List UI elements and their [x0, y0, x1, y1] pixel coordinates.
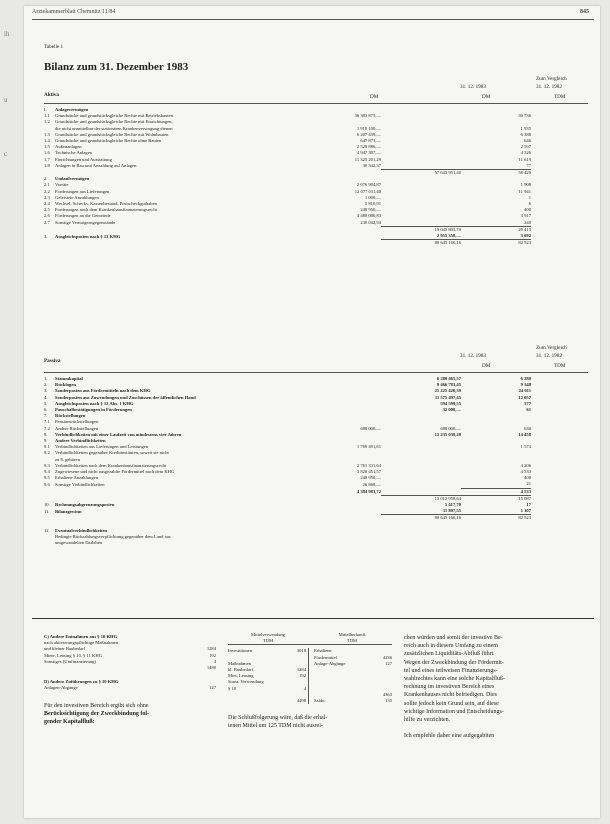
mittelherkunft-list — [314, 648, 392, 704]
cell-c3: 646 — [524, 138, 531, 144]
cell-n — [44, 170, 55, 177]
cell-n — [44, 540, 55, 546]
cell-n — [44, 515, 55, 522]
cell-t: Forderungen aus Lieferungen — [55, 188, 110, 194]
paragraph-line: chen würden und somit der investive Be- — [404, 635, 503, 641]
cell-c3: 6 388 — [520, 131, 531, 137]
item-label: Miet, Leasing — [228, 673, 254, 679]
item-label: Saldo: — [314, 698, 326, 704]
paragraph-line: Wegen der Zweckbindung der Fördermit- — [404, 659, 504, 666]
cell-c2: 11 575 497,45 — [434, 394, 461, 400]
cell-n: I. — [44, 107, 47, 112]
cell-c3: 1 908 — [520, 182, 531, 188]
cell-t: Anlagen in Bau und Anzahlung auf Anlagen — [55, 163, 137, 169]
cell-c1: 2 676 904,87 — [356, 182, 381, 188]
cell-n: 1.2 — [44, 119, 50, 125]
cell-c1: 2 520 886,— — [356, 144, 381, 150]
cell-c2: 594 599,55 — [440, 400, 461, 406]
cell-c2: 6 280 465,57 — [436, 376, 461, 381]
cell-n: 12. — [44, 527, 50, 533]
item-label: Anlage-Abgänge — [314, 660, 346, 666]
cell-n: 2.4 — [44, 201, 50, 207]
cell-t: Ausgleichsposten nach § 12 Abs. 1 KHG — [55, 400, 134, 406]
mid-para-line: tenen Mittel um 125 TDM nicht ausrei- — [228, 723, 323, 730]
item-value: 4 — [213, 658, 216, 664]
table-row — [44, 226, 531, 233]
cell-t: Bedingte Rückzahlungsverpflichtung gegenüber dem Land aus — [55, 534, 171, 540]
cell-t: Forderungen nach dem Krankenhausfinanzierungsrecht — [55, 207, 157, 213]
cell-t: zu 8. gehören — [55, 456, 80, 462]
cell-c3: 58 429 — [461, 170, 531, 177]
cell-t: Andere Verbindlichkeiten — [55, 438, 106, 444]
cell-n: 1.6 — [44, 150, 50, 156]
cell-t: Pauschalbestätigungen in Förderungen — [55, 407, 132, 413]
item-value: 4363 — [382, 691, 392, 697]
cell-t: die nicht unmittelbar der stationären Krankenversorgung dienen — [55, 125, 173, 131]
cell-c1 — [317, 233, 381, 240]
aktiva-col-tdm: TDM — [554, 94, 566, 100]
bottom-middle-column — [228, 632, 392, 731]
aktiva-table — [44, 107, 531, 246]
table-row — [44, 488, 531, 495]
cell-c3: 1 — [528, 194, 531, 200]
table-row — [44, 481, 531, 488]
aktiva-col-dm: DM — [370, 94, 379, 100]
cell-c3: 2 597 — [520, 144, 531, 150]
cell-c1: 248 950,— — [360, 207, 381, 213]
cell-t: Ausgleichsposten nach § 13 KHG — [55, 233, 121, 239]
cell-t: Wechsel, Schecks, Kassenbestand, Postscheckguthaben — [55, 201, 157, 207]
cell-t: Grundstücke und grundstücksgleiche Rechte mit Einrichtungen, — [55, 119, 173, 125]
cell-t: Sonderposten aus Fördermitteln nach dem KHG — [55, 388, 151, 394]
cell-t: Erhaltene Anzahlungen — [55, 475, 98, 481]
aktiva-vergleich: Zum Vergleich — [536, 76, 567, 82]
cell-n — [44, 495, 55, 502]
cell-c2: 13 235 038,28 — [434, 431, 461, 437]
cell-c3: 400 — [524, 475, 531, 481]
page-title: Bilanz zum 31. Dezember 1983 — [44, 61, 189, 73]
cell-t: Rechnungsabgrenzungsposten — [55, 502, 115, 508]
item-label: Miete, Leasing § 10, § 11 KHG — [44, 652, 103, 658]
paragraph-line: wichtige Information und Entscheidungs- — [404, 708, 504, 715]
cell-n: 5. — [44, 400, 48, 406]
cell-n: 2.3 — [44, 194, 50, 200]
cell-c3: 240 — [524, 219, 531, 225]
passiva-col-dm2: DM — [482, 363, 491, 369]
paragraph-line: Krankenhauses nicht befriedigen. Dies — [404, 692, 497, 699]
list-item — [314, 698, 392, 704]
table-row — [44, 233, 531, 240]
cell-c3: 630 — [524, 425, 531, 431]
cell-n: 9. — [44, 438, 48, 444]
cell-c3: 30 736 — [518, 113, 531, 119]
cell-n: 8. — [44, 431, 48, 437]
cell-c3: 77 — [526, 162, 531, 168]
margin-mark: u — [4, 96, 8, 104]
cell-c3: 82 523 — [461, 240, 531, 247]
cell-c3: 20 413 — [461, 226, 531, 233]
cell-c3: 24 011 — [518, 388, 531, 394]
cell-n: 9.4 — [44, 469, 50, 475]
cell-c1: 11 325 201,29 — [354, 156, 381, 162]
bottom-right-column — [404, 634, 586, 741]
d-line: Anlagen-Abgänge 127 — [44, 685, 216, 691]
cell-n: 7. — [44, 413, 48, 419]
header-rule — [32, 19, 594, 20]
cell-c1 — [317, 540, 381, 546]
margin-mark: ih — [4, 30, 10, 38]
cell-c1 — [317, 495, 381, 502]
cell-t — [55, 226, 317, 233]
item-label: § 10 — [228, 685, 237, 691]
cell-c3: 4 533 — [520, 469, 531, 475]
cell-n: 9.2 — [44, 450, 50, 456]
c-lines — [44, 640, 216, 671]
cell-c1: 3 828 451,57 — [356, 469, 381, 475]
aktiva-col-dm2: DM — [482, 94, 491, 100]
aktiva-heading: Aktiva — [44, 92, 59, 98]
table-label: Tabelle 1 — [44, 44, 64, 50]
cell-c2: 2 955 358,— — [436, 233, 461, 239]
table-row — [44, 495, 531, 502]
cell-c2: 13 012 958,64 — [381, 495, 461, 502]
cell-c3: 12 057 — [518, 394, 531, 400]
cell-n: 2. — [44, 176, 48, 182]
cell-c3: 3 692 — [520, 233, 531, 239]
item-label: kl. Baubedarf — [228, 667, 254, 673]
left-para-line: Berücksichtigung der Zweckbindung fol- — [44, 710, 150, 717]
cell-c3: 6 280 — [520, 376, 531, 381]
cell-n: 9.5 — [44, 475, 50, 481]
paragraph-line: wahlrechtes kann eine solche Kapitalfluß- — [404, 676, 505, 683]
cell-t — [55, 515, 317, 522]
paragraph-line — [404, 724, 586, 732]
cell-n: 9.6 — [44, 481, 50, 487]
passiva-heading: Passiva — [44, 358, 61, 364]
item-value: 3018 — [296, 648, 306, 654]
cell-c2: 19 045 805,70 — [381, 226, 461, 233]
cell-t — [55, 488, 317, 495]
cell-c3: 1 107 — [520, 508, 531, 514]
cell-n: 1.4 — [44, 138, 50, 144]
cell-c2: 11 807,55 — [442, 508, 461, 514]
cell-c2: 5 417,70 — [444, 502, 461, 508]
cell-n: 7.1 — [44, 419, 50, 425]
cell-t: Umlaufvermögen — [55, 176, 90, 182]
cell-c1: 26 868,— — [362, 481, 381, 487]
cell-n: 11. — [44, 508, 50, 514]
kapitalfluss-header: Mittelverwendung TDM Mittelherkunft TDM — [228, 632, 392, 645]
cell-n: 2.1 — [44, 182, 50, 188]
aktiva-col-date: 31. 12. 1983 — [460, 84, 486, 90]
table-row — [44, 220, 531, 227]
cell-c3: 400 — [524, 207, 531, 213]
cell-c1: 36 383 875,— — [354, 113, 381, 119]
cell-n: 1.7 — [44, 156, 50, 162]
cell-n: 4. — [44, 394, 48, 400]
cell-t: Zugewiesene und nicht ausgezahlte Fördermittel nach dem KHG — [55, 469, 175, 475]
cell-c1: 4 384 983,72 — [356, 489, 381, 495]
cell-c3: 11 941 — [518, 188, 531, 194]
cell-t — [55, 240, 317, 247]
paragraph-line: tel und eines teilweisen Finanzierungs- — [404, 667, 498, 674]
cell-c1 — [317, 508, 381, 515]
item-value: 192 — [209, 652, 216, 658]
cell-n — [44, 240, 55, 247]
cell-t: Rückstellungen — [55, 413, 86, 419]
passiva-table — [44, 376, 531, 546]
cell-t: Technische Anlagen — [55, 150, 93, 156]
item-value: 1284 — [296, 667, 306, 673]
page-number: 845 — [580, 9, 589, 15]
cell-t — [55, 170, 317, 177]
paragraph-line: reich auch in diesem Umfang zu einem — [404, 643, 498, 650]
cell-t: Vorräte — [55, 182, 69, 188]
cell-c1: 1 000,— — [364, 194, 381, 200]
cell-c3: 15 087 — [461, 495, 531, 502]
cell-n: 2. — [44, 382, 48, 388]
cell-c1: 30 342,37 — [362, 163, 381, 169]
cell-t: Sonstige Vermögensgegenstände — [55, 220, 116, 226]
item-value: 4 — [303, 685, 306, 691]
cell-t: Außenanlagen — [55, 144, 82, 150]
running-header: Arztekammerblatt Chemnitz 11/84 — [32, 9, 116, 15]
item-value: 135 — [385, 698, 392, 704]
cell-c3: 6 — [528, 201, 531, 207]
cell-n: 3. — [44, 233, 48, 239]
item-value: 192 — [299, 673, 306, 679]
cell-t: Verbindlichkeiten aus Lieferungen und Leistungen — [55, 444, 149, 450]
item-value: 1480 — [206, 665, 216, 671]
table-row — [44, 508, 531, 515]
cell-c1: 248 950,— — [360, 475, 381, 481]
item-label: Erhaltene — [314, 648, 332, 654]
cell-n: 2.5 — [44, 207, 50, 213]
cell-c2 — [381, 488, 461, 495]
cell-c1 — [317, 226, 381, 233]
cell-t: Verbindlichkeiten mit einer Laufzeit von mindestens vier Jahren — [55, 431, 182, 437]
cell-n: 2.2 — [44, 188, 50, 194]
paragraph-line: hilfe zu verzichten. — [404, 717, 451, 724]
cell-c2: 9 466 783,45 — [436, 382, 461, 388]
passiva-vergleich-date: 31. 12. 1982 — [536, 353, 562, 359]
cell-c1: 12 077 011,40 — [354, 188, 381, 194]
cell-t: Eventualverbindlichkeiten — [55, 527, 108, 533]
cell-c2 — [381, 163, 461, 170]
cell-c3: 14 458 — [518, 431, 531, 437]
cell-t: Pensionsrückstellungen — [55, 419, 99, 425]
cell-c3: 17 — [526, 502, 531, 508]
cell-c2: 80 645 160,16 — [381, 240, 461, 247]
list-item — [228, 698, 306, 704]
item-label: Investitionen — [228, 648, 252, 654]
cell-c2: 57 643 951,40 — [381, 170, 461, 177]
cell-t: Verbindlichkeiten nach dem Krankenhausfinanzierungsrecht — [55, 462, 167, 468]
cell-c2: 80 645 160,16 — [381, 515, 461, 522]
cell-c3: 577 — [524, 400, 531, 406]
item-label: nach aktivierungspflichtige Maßnahmen — [44, 640, 119, 646]
cell-c2: 688 000,— — [440, 425, 461, 431]
cell-n: 9.1 — [44, 444, 50, 450]
cell-c3: 4 206 — [520, 462, 531, 468]
section-divider — [32, 618, 594, 619]
table-row — [44, 240, 531, 247]
cell-c2 — [381, 481, 461, 488]
table-row — [44, 515, 531, 522]
item-label: Sonst. Verwendung — [228, 679, 264, 685]
table-row — [44, 170, 531, 177]
table-row — [44, 540, 531, 546]
cell-c1 — [317, 515, 381, 522]
paragraph-line: Ich empfehle daher eine aufgegabiten — [404, 733, 495, 740]
paragraph-line: sollte jedoch kein Grund sein, auf diese — [404, 700, 499, 707]
item-label — [228, 698, 229, 704]
cell-n: 1.8 — [44, 163, 50, 169]
table-row — [44, 163, 531, 170]
cell-c1: 4 947 307,— — [356, 150, 381, 156]
cell-c1: 4 480 080,83 — [356, 213, 381, 219]
paragraph-line: rechnung im investiven Bereich eines — [404, 684, 495, 691]
cell-n — [44, 226, 55, 233]
d-title: D) Andere Zuführungen zu § 10 KHG — [44, 679, 119, 685]
passiva-vergleich: Zum Vergleich — [536, 345, 567, 351]
cell-c3: 1 574 — [520, 444, 531, 450]
aktiva-vergleich-date: 31. 12. 1982 — [536, 84, 562, 90]
item-value: 4236 — [382, 654, 392, 660]
cell-c1: 1 769 491,61 — [356, 444, 381, 450]
cell-t: Verbindlichkeiten gegenüber Kreditinstituten, soweit sie nicht — [55, 450, 169, 456]
cell-t: Grundstücke und grundstücksgleiche Rechte ohne Bauten — [55, 138, 162, 144]
cell-c3: 4 533 — [461, 488, 531, 495]
cell-c2 — [381, 540, 461, 546]
item-value: 1284 — [206, 646, 216, 652]
item-value: 127 — [385, 660, 392, 666]
cell-c3: 9 348 — [520, 382, 531, 388]
passiva-col-tdm: TDM — [554, 363, 566, 369]
cell-c1 — [317, 170, 381, 177]
cell-c1: 5 810,91 — [364, 201, 381, 207]
cell-c3: 11 619 — [518, 156, 531, 162]
cell-n: 3. — [44, 388, 48, 394]
item-label: Maßnahmen — [228, 660, 251, 666]
item-label: Sonstiges (Umfinanzierung) — [44, 658, 96, 664]
cell-t: Forderungen an die Gemeinde — [55, 213, 111, 219]
cell-t: Grundstücke und grundstücksgleiche Rechte mit Wohnbauten — [55, 131, 169, 137]
cell-c3: 21 — [526, 481, 531, 487]
margin-mark: c — [4, 150, 8, 158]
cell-c2: 25 225 420,39 — [434, 388, 461, 394]
passiva-col-date: 31. 12. 1983 — [460, 353, 486, 359]
cell-n: 1.3 — [44, 131, 50, 137]
cell-n: 1.5 — [44, 144, 50, 150]
cell-c3: 3 917 — [520, 213, 531, 219]
aktiva-header-rule — [44, 103, 588, 104]
cell-c1: 6 207 439,— — [356, 131, 381, 137]
item-value: 4498 — [296, 698, 306, 704]
left-para-line: gender Kapitalfluß: — [44, 719, 95, 726]
bottom-left-column — [44, 634, 216, 726]
cell-t: Einrichtungen und Ausstattung — [55, 156, 112, 162]
mittelverwendung-list — [228, 648, 309, 704]
mid-para-line: Die Schlußfolgerung wäre, daß die erhal- — [228, 715, 328, 722]
cell-t: Sonderposten aus Zuwendungen und Zuschüssen der öffentlichen Hand — [55, 394, 196, 400]
cell-c1: 647 873,— — [360, 138, 381, 144]
cell-c1: 230 042,94 — [360, 220, 381, 226]
cell-n: 10. — [44, 502, 50, 508]
cell-t — [55, 495, 317, 502]
cell-n: 1.1 — [44, 113, 50, 119]
cell-n: 2.7 — [44, 220, 50, 226]
cell-c1 — [317, 240, 381, 247]
cell-t: Stammkapital — [55, 376, 83, 381]
c-title: C) Andere Entnahmen aus § 10 KHG — [44, 634, 118, 639]
cell-c1: 1 910 100,— — [356, 125, 381, 131]
cell-t: Rücklagen — [55, 382, 76, 388]
cell-t: Sonstige Verbindlichkeiten — [55, 481, 105, 487]
cell-t: Geleistete Anzahlungen — [55, 194, 99, 200]
cell-c3 — [461, 540, 531, 546]
item-label: und kleiner Baubedarf — [44, 646, 86, 652]
cell-n: 1. — [44, 376, 48, 381]
cell-t: Grundstücke und grundstücksgleiche Rechte mit Betriebsbauten — [55, 113, 174, 119]
cell-t: Anlagevermögen — [55, 107, 89, 112]
cell-c3: 82 523 — [461, 515, 531, 522]
cell-t: umgewandelten Darlehen — [55, 540, 103, 546]
cell-c1: 2 761 331,64 — [356, 462, 381, 468]
paragraph-line: zusätzlichen Liquiditäts-Abfluß führt. — [404, 651, 495, 658]
left-para-line: Für den investiven Bereich ergibt sich ohne — [44, 702, 149, 709]
cell-t: Bilanzgewinn — [55, 508, 82, 514]
cell-c3: 1 935 — [520, 125, 531, 131]
cell-c3: 4 326 — [520, 150, 531, 156]
item-label: Fördermittel — [314, 654, 337, 660]
document-page — [24, 6, 600, 818]
cell-c1: 688 000,— — [360, 425, 381, 431]
cell-n — [44, 488, 55, 495]
cell-n: 2.6 — [44, 213, 50, 219]
cell-n: 7.2 — [44, 425, 50, 431]
cell-t: Andere Rückstellungen — [55, 425, 99, 431]
item-label — [44, 665, 45, 671]
cell-c3: 61 — [526, 407, 531, 413]
cell-c2: 32 000,— — [442, 407, 461, 413]
cell-n: 6. — [44, 407, 48, 413]
cell-n: 9.3 — [44, 462, 50, 468]
cell-c2 — [381, 220, 461, 227]
passiva-header-rule — [44, 372, 588, 373]
